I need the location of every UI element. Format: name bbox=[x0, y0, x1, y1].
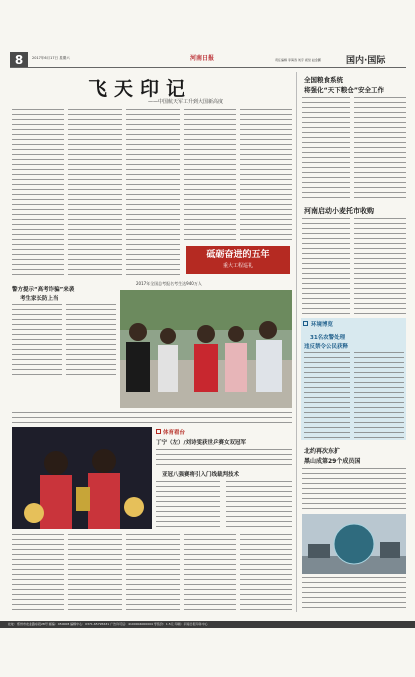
sports-column-1 bbox=[156, 481, 220, 531]
footer-text: 社址：郑州市农业路东段28号 邮编：450008 编辑中心：0371-65795631 广告许可证：4100004000004 零售价：1.5元 印刷：河南日报印务中心 bbox=[8, 622, 208, 626]
banner-subtitle: 重大工程巡礼 bbox=[222, 263, 253, 269]
gaokao-title-1: 警方提示“高考诈骗”来袭 bbox=[12, 287, 75, 293]
grain-article-title-2: 将强化“天下粮仓”安全工作 bbox=[304, 86, 385, 94]
section-name: 国内·国际 bbox=[346, 56, 386, 66]
sports-tag-box-icon bbox=[156, 429, 161, 434]
gaokao-photo-title: 2017年全国总考报名考生达940万人 bbox=[136, 281, 202, 286]
lead-article-subtitle: ——中国航天军工升到大国新高度 bbox=[148, 99, 224, 105]
lead-article-title: 飞天印记 bbox=[88, 78, 193, 100]
henan-article-column-2 bbox=[354, 218, 406, 314]
eco-column-2 bbox=[354, 352, 404, 438]
sports-second-title: 亚冠八强赛将引入门线裁判技术 bbox=[162, 472, 240, 478]
lead-article-column-3 bbox=[126, 109, 180, 275]
eco-tag-box-icon bbox=[303, 321, 308, 326]
eco-title-1: 31名农警处理 bbox=[310, 335, 346, 341]
campaign-banner bbox=[186, 246, 290, 274]
lead-article-column-2 bbox=[68, 109, 122, 275]
henan-article-title: 河南启动小麦托市收购 bbox=[304, 207, 374, 215]
newspaper-logo: 河南日报 bbox=[190, 55, 215, 62]
gaokao-column-2 bbox=[66, 304, 116, 378]
henan-article-column-1 bbox=[302, 218, 350, 314]
lead-article-column-5 bbox=[240, 109, 292, 243]
bottom-column-5 bbox=[240, 534, 292, 614]
grain-article-column-1 bbox=[302, 97, 350, 201]
nato-title-2: 黑山成第29个成员国 bbox=[304, 458, 361, 465]
column-divider bbox=[296, 72, 297, 612]
bottom-column-2 bbox=[68, 534, 122, 614]
page-number: 8 bbox=[10, 52, 28, 68]
sports-column-2 bbox=[226, 481, 292, 531]
editor-credits: 责任编辑 李海涛 刘宇 视觉 赵金鹏 bbox=[275, 58, 321, 62]
gaokao-photo bbox=[120, 290, 292, 408]
table-tennis-champions-photo-icon bbox=[12, 427, 152, 529]
nato-title-1: 北约再次东扩 bbox=[304, 448, 341, 455]
gaokao-title-2: 考生家长防上当 bbox=[20, 296, 59, 302]
nato-article-text bbox=[302, 468, 406, 510]
banner-title: 砥砺奋进的五年 bbox=[206, 250, 270, 260]
bottom-column-3 bbox=[126, 534, 180, 614]
eco-column-1 bbox=[304, 352, 350, 438]
students-photo-icon bbox=[120, 290, 292, 408]
sports-section-tag: 体育看台 bbox=[163, 430, 186, 436]
sports-photo bbox=[12, 427, 152, 529]
eco-title-2: 违反禁令公民获释 bbox=[304, 344, 349, 350]
lead-article-column-1 bbox=[12, 109, 64, 275]
sphere-building-photo-icon bbox=[302, 514, 406, 574]
gaokao-photo-caption bbox=[12, 412, 292, 424]
bottom-column-4 bbox=[184, 534, 236, 614]
eco-section-tag: 环境博览 bbox=[311, 322, 334, 328]
issue-date: 2017年6月17日 星期六 bbox=[32, 56, 70, 60]
page-header bbox=[10, 52, 406, 68]
gaokao-column-1 bbox=[12, 304, 62, 378]
header-rule bbox=[10, 67, 406, 68]
sports-photo-caption bbox=[156, 449, 292, 465]
bottom-column-1 bbox=[12, 534, 64, 614]
sports-headline: 丁宁（左）/刘诗雯获世乒赛女双冠军 bbox=[156, 440, 247, 446]
expo-photo bbox=[302, 514, 406, 574]
expo-photo-caption bbox=[302, 577, 406, 609]
grain-article-column-2 bbox=[354, 97, 406, 201]
lead-article-column-4 bbox=[184, 109, 236, 243]
grain-article-title-1: 全国粮食系统 bbox=[304, 76, 343, 84]
